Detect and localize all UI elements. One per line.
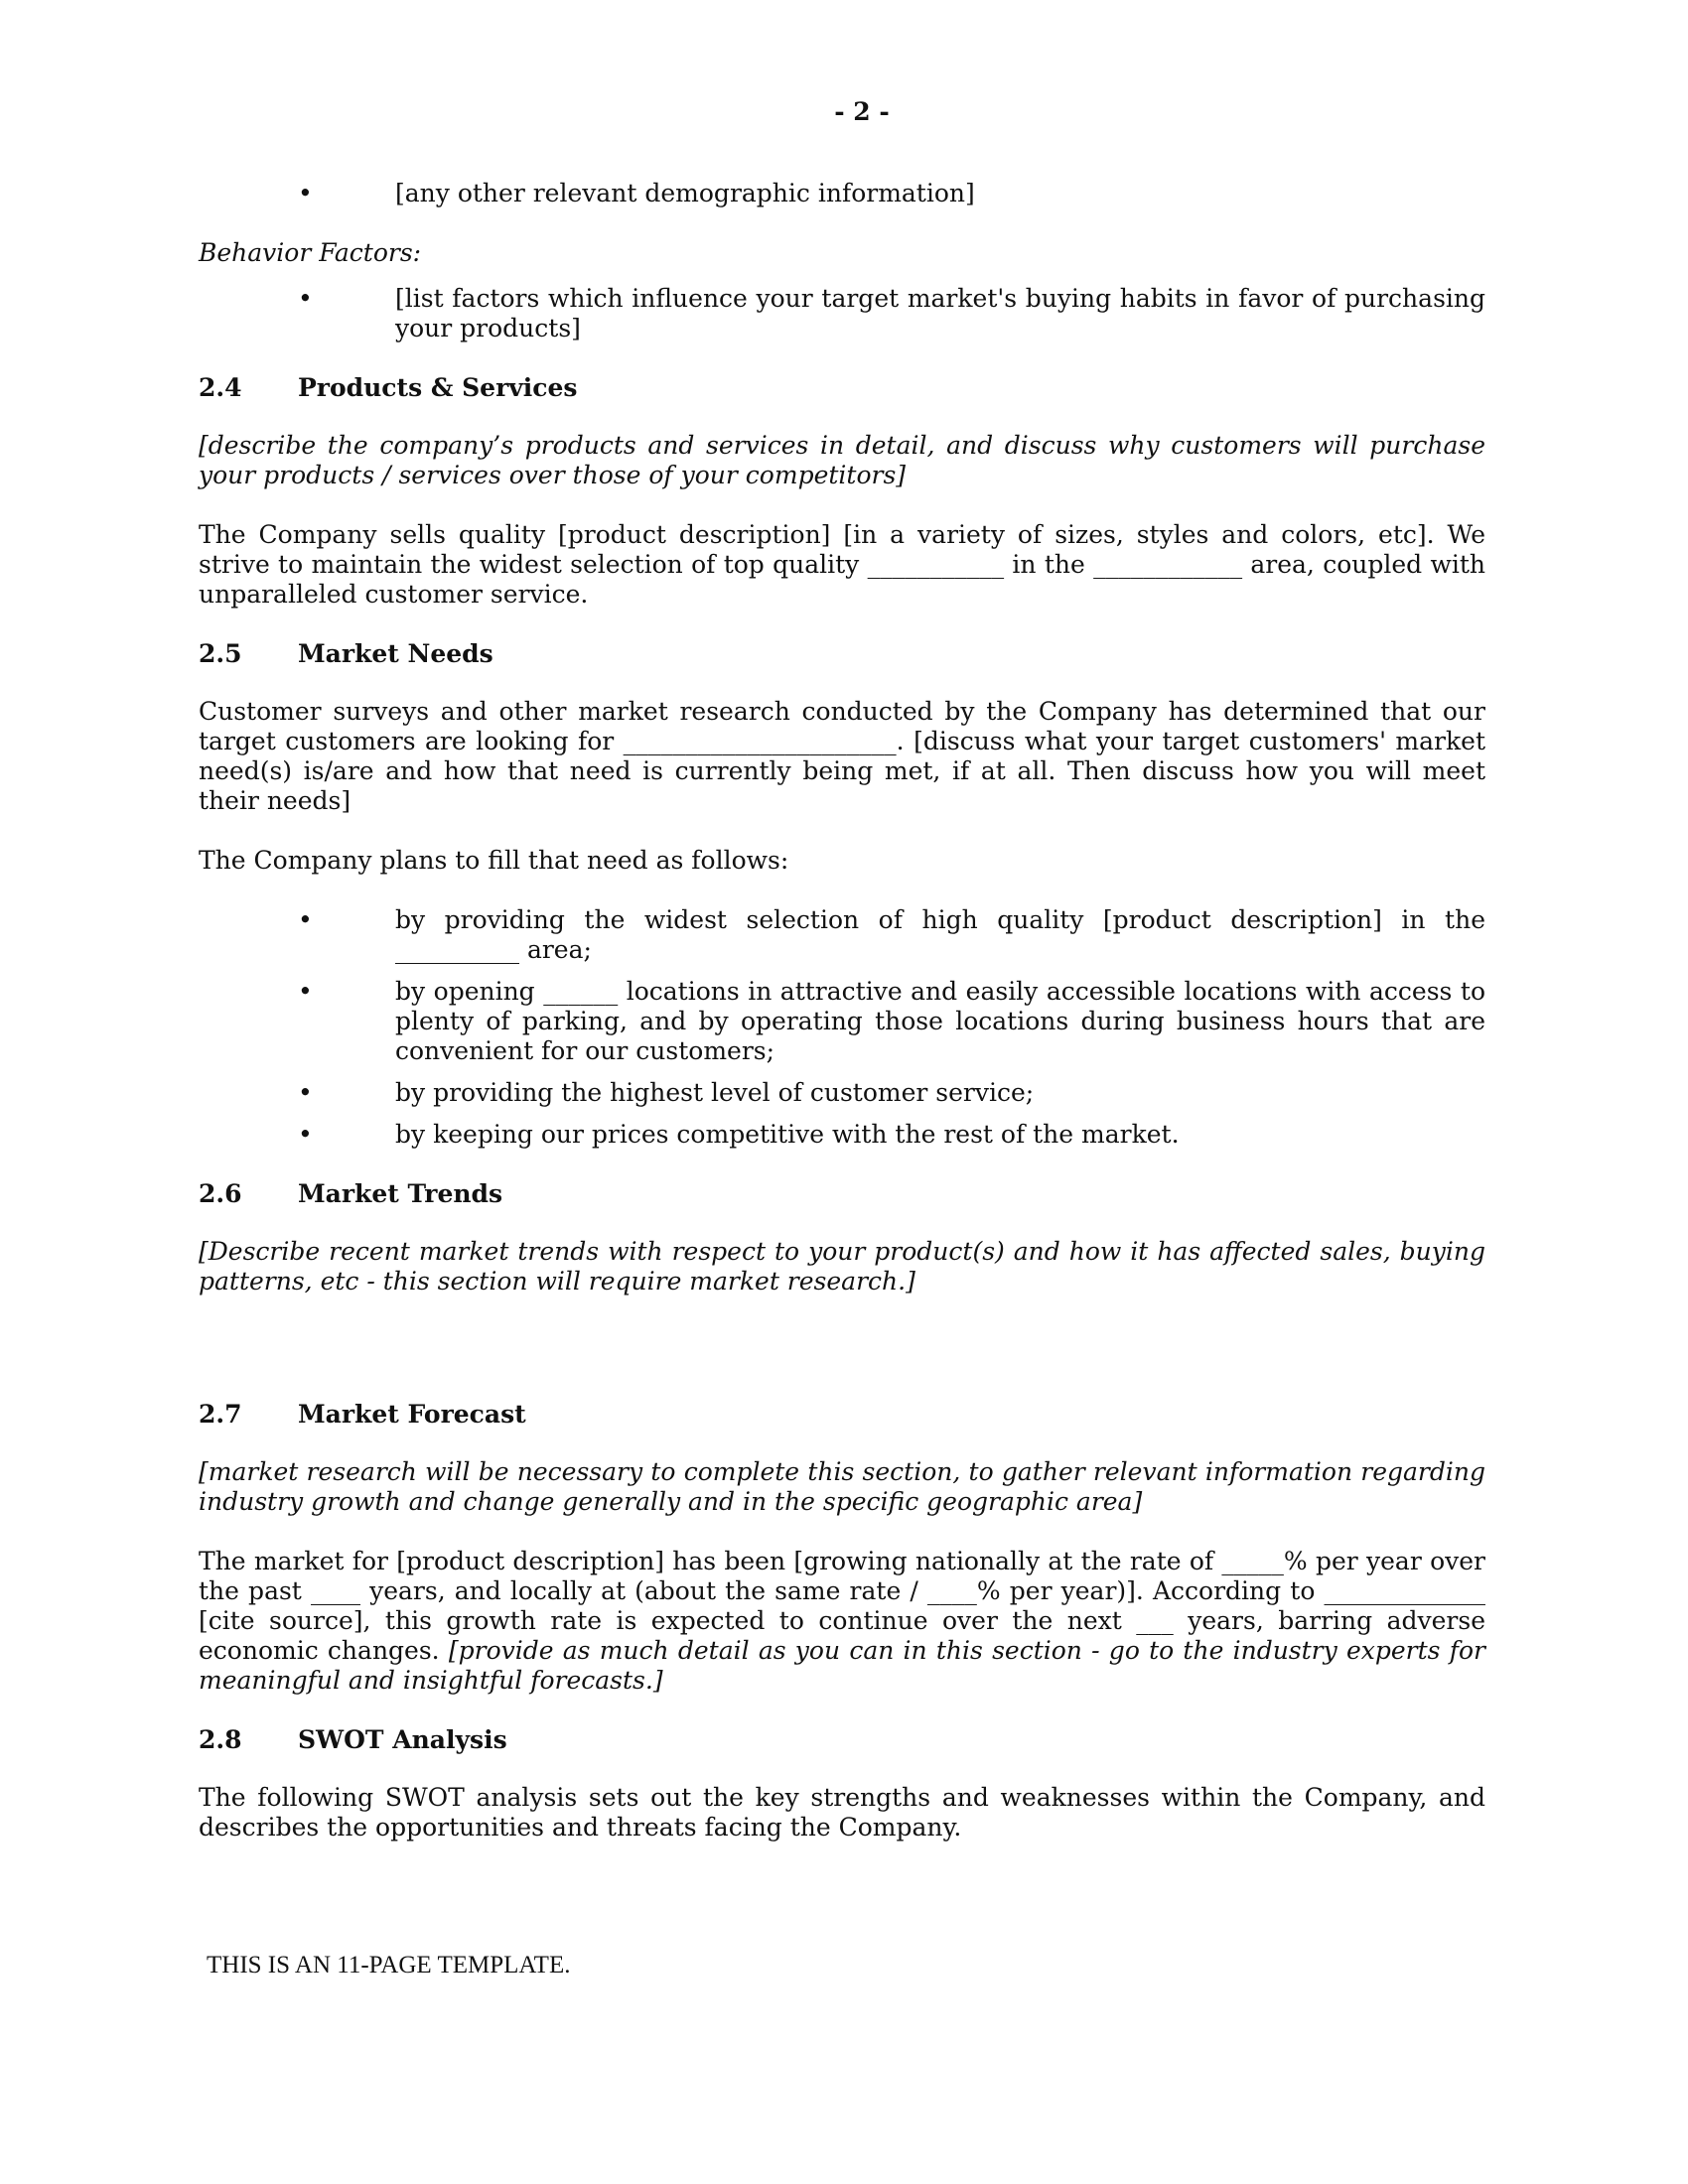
body-paragraph: The following SWOT analysis sets out the key strengths and weaknesses within the Company, and describes the opportunities and threats facing the Company.: [199, 1783, 1485, 1842]
behavior-bullet-list: [199, 284, 1485, 343]
bullet-icon: •: [298, 284, 313, 313]
list-item: [199, 905, 1485, 965]
section-number: 2.4: [199, 373, 242, 402]
template-notice: THIS IS AN 11-PAGE TEMPLATE.: [207, 1952, 571, 1979]
section-title: SWOT Analysis: [298, 1725, 507, 1754]
market-needs-bullet-list: [199, 905, 1485, 1150]
section-title: Products & Services: [298, 373, 578, 402]
section-title: Market Trends: [298, 1179, 503, 1208]
section-heading-2-5: [199, 639, 1485, 669]
section-heading-2-7: [199, 1400, 1485, 1430]
section-number: 2.5: [199, 639, 242, 668]
bullet-text: by providing the widest selection of high quality [product description] in the __________ area;: [395, 905, 1485, 964]
instruction-text: [market research will be necessary to complete this section, to gather relevant information regarding industry growth and change generally and in the specific geographic area]: [199, 1457, 1485, 1516]
instruction-inline: [provide as much detail as you can in this section - go to the industry experts for meaningful and insightful forecasts.]: [199, 1636, 1485, 1695]
bullet-icon: •: [298, 179, 313, 207]
page-content: [199, 97, 1485, 1872]
bullet-icon: •: [298, 977, 313, 1006]
instruction-text: [Describe recent market trends with respect to your product(s) and how it has affected sales, buying patterns, etc - this section will require market research.]: [199, 1237, 1485, 1296]
body-paragraph: The Company sells quality [product description] [in a variety of sizes, styles and colors, etc]. We strive to maintain the widest selection of top quality ___________ in the ____________ area, coupled with unparalleled customer service.: [199, 520, 1485, 609]
section-number: 2.7: [199, 1400, 242, 1429]
list-item: [199, 179, 1485, 208]
list-item: [199, 1078, 1485, 1108]
bullet-icon: •: [298, 1120, 313, 1149]
bullet-icon: •: [298, 905, 313, 934]
bullet-text: by providing the highest level of customer service;: [395, 1078, 1035, 1107]
bullet-text: by opening ______ locations in attractive and easily accessible locations with access to plenty of parking, and by operating those locations during business hours that are convenient for our customers;: [395, 977, 1485, 1065]
bullet-icon: •: [298, 1078, 313, 1107]
section-title: Market Needs: [298, 639, 493, 668]
section-number: 2.6: [199, 1179, 242, 1208]
bullet-text: [list factors which influence your target market's buying habits in favor of purchasing your products]: [395, 284, 1485, 342]
list-item: [199, 1120, 1485, 1150]
section-heading-2-6: [199, 1179, 1485, 1209]
bullet-text: by keeping our prices competitive with the rest of the market.: [395, 1120, 1180, 1149]
spacer: [199, 1326, 1485, 1400]
section-title: Market Forecast: [298, 1400, 526, 1429]
body-paragraph: Customer surveys and other market research conducted by the Company has determined that our target customers are looking for ______________________. [discuss what your target customers' market need(s) is/are and how that need is currently being met, if at all. Then discuss how you will meet their needs]: [199, 697, 1485, 815]
instruction-text: [describe the company’s products and services in detail, and discuss why customers will purchase your products / services over those of your competitors]: [199, 431, 1485, 489]
section-number: 2.8: [199, 1725, 242, 1754]
list-item: [199, 284, 1485, 343]
bullet-text: [any other relevant demographic information]: [395, 179, 975, 207]
body-paragraph: The Company plans to fill that need as follows:: [199, 846, 789, 875]
body-paragraph: [199, 1547, 1485, 1696]
page-number: - 2 -: [834, 97, 890, 126]
section-heading-2-4: [199, 373, 1485, 403]
behavior-factors-label: Behavior Factors:: [199, 238, 422, 267]
body-text: The market for [product description] has been [growing nationally at the rate of _____% per year over the past ____ years, and locally at (about the same rate / ____% per year)]. According to _____________ [cite source], this growth rate is expected to continue over the next ___ years, barring adverse economic changes.: [199, 1547, 1485, 1665]
section-heading-2-8: [199, 1725, 1485, 1755]
list-item: [199, 977, 1485, 1066]
demographics-bullet-list: [199, 179, 1485, 208]
